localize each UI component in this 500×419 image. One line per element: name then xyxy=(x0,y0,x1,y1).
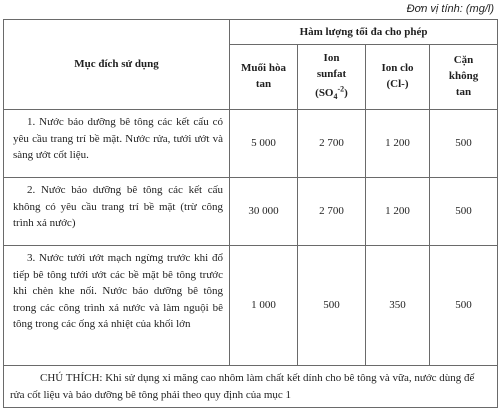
note-row xyxy=(4,366,498,408)
dissolved-salts-value: 30 000 xyxy=(230,178,298,246)
table-row xyxy=(4,246,498,366)
header-chloride-ion xyxy=(366,45,430,110)
header-dissolved-salts-line1: Muối hòa xyxy=(241,62,286,75)
purpose-cell: 2. Nước bảo dưỡng bê tông các kết cấu không có yêu cầu trang trí bề mặt (trừ công trình xả nước) xyxy=(4,178,230,246)
header-purpose: Mục đích sử dụng xyxy=(4,20,230,110)
header-sulfate-formula: $(SO_4^{-2})$ xyxy=(315,84,348,102)
table-row xyxy=(4,110,498,178)
sulfate-value: 2 700 xyxy=(298,110,366,178)
header-insoluble-line2: không xyxy=(448,70,479,83)
header-insoluble-line3: tan xyxy=(455,85,472,98)
header-row-top xyxy=(4,20,498,45)
chloride-value: 350 xyxy=(366,246,430,366)
insoluble-value: 500 xyxy=(430,178,498,246)
header-sulfate-line2: sunfat xyxy=(316,68,347,81)
note-cell xyxy=(4,366,498,408)
water-quality-table xyxy=(3,19,498,408)
header-dissolved-salts xyxy=(230,45,298,110)
sulfate-value: 2 700 xyxy=(298,178,366,246)
unit-note: Đơn vị tính: (mg/l) xyxy=(406,3,494,15)
note-label: CHÚ THÍCH: xyxy=(40,372,103,384)
header-max-content: Hàm lượng tối đa cho phép xyxy=(230,20,498,45)
purpose-cell: 1. Nước bảo dưỡng bê tông các kết cấu có yêu cầu trang trí bề mặt. Nước rửa, tưới ướt và sàng ướt cốt liệu. xyxy=(4,110,230,178)
header-sulfate-ion xyxy=(298,45,366,110)
dissolved-salts-value: 1 000 xyxy=(230,246,298,366)
header-dissolved-salts-line2: tan xyxy=(255,78,272,90)
sulfate-value: 500 xyxy=(298,246,366,366)
note-text: Khi sử dụng xi măng cao nhôm làm chất kết dính cho bê tông và vữa, nước dùng để rửa cốt liệu và bảo dưỡng bê tông phải theo quy định của mục 1 xyxy=(10,372,475,402)
header-insoluble-residue xyxy=(430,45,498,110)
header-sulfate-line1: Ion xyxy=(323,52,340,65)
header-chloride-line2: (Cl-) xyxy=(386,78,409,90)
insoluble-value: 500 xyxy=(430,110,498,178)
chloride-value: 1 200 xyxy=(366,110,430,178)
header-insoluble-line1: Cặn xyxy=(453,54,474,67)
dissolved-salts-value: 5 000 xyxy=(230,110,298,178)
chloride-value: 1 200 xyxy=(366,178,430,246)
table-row xyxy=(4,178,498,246)
insoluble-value: 500 xyxy=(430,246,498,366)
header-chloride-line1: Ion clo xyxy=(381,62,414,75)
purpose-cell: 3. Nước tưới ướt mạch ngừng trước khi đổ tiếp bê tông tưới ướt các bề mặt bê tông trước khi chèn khe nối. Nước bảo dưỡng bê tông trong các công trình xả nước và làm nguội bê tông trong các ống xả nhiệt của khối lớn xyxy=(4,246,230,366)
